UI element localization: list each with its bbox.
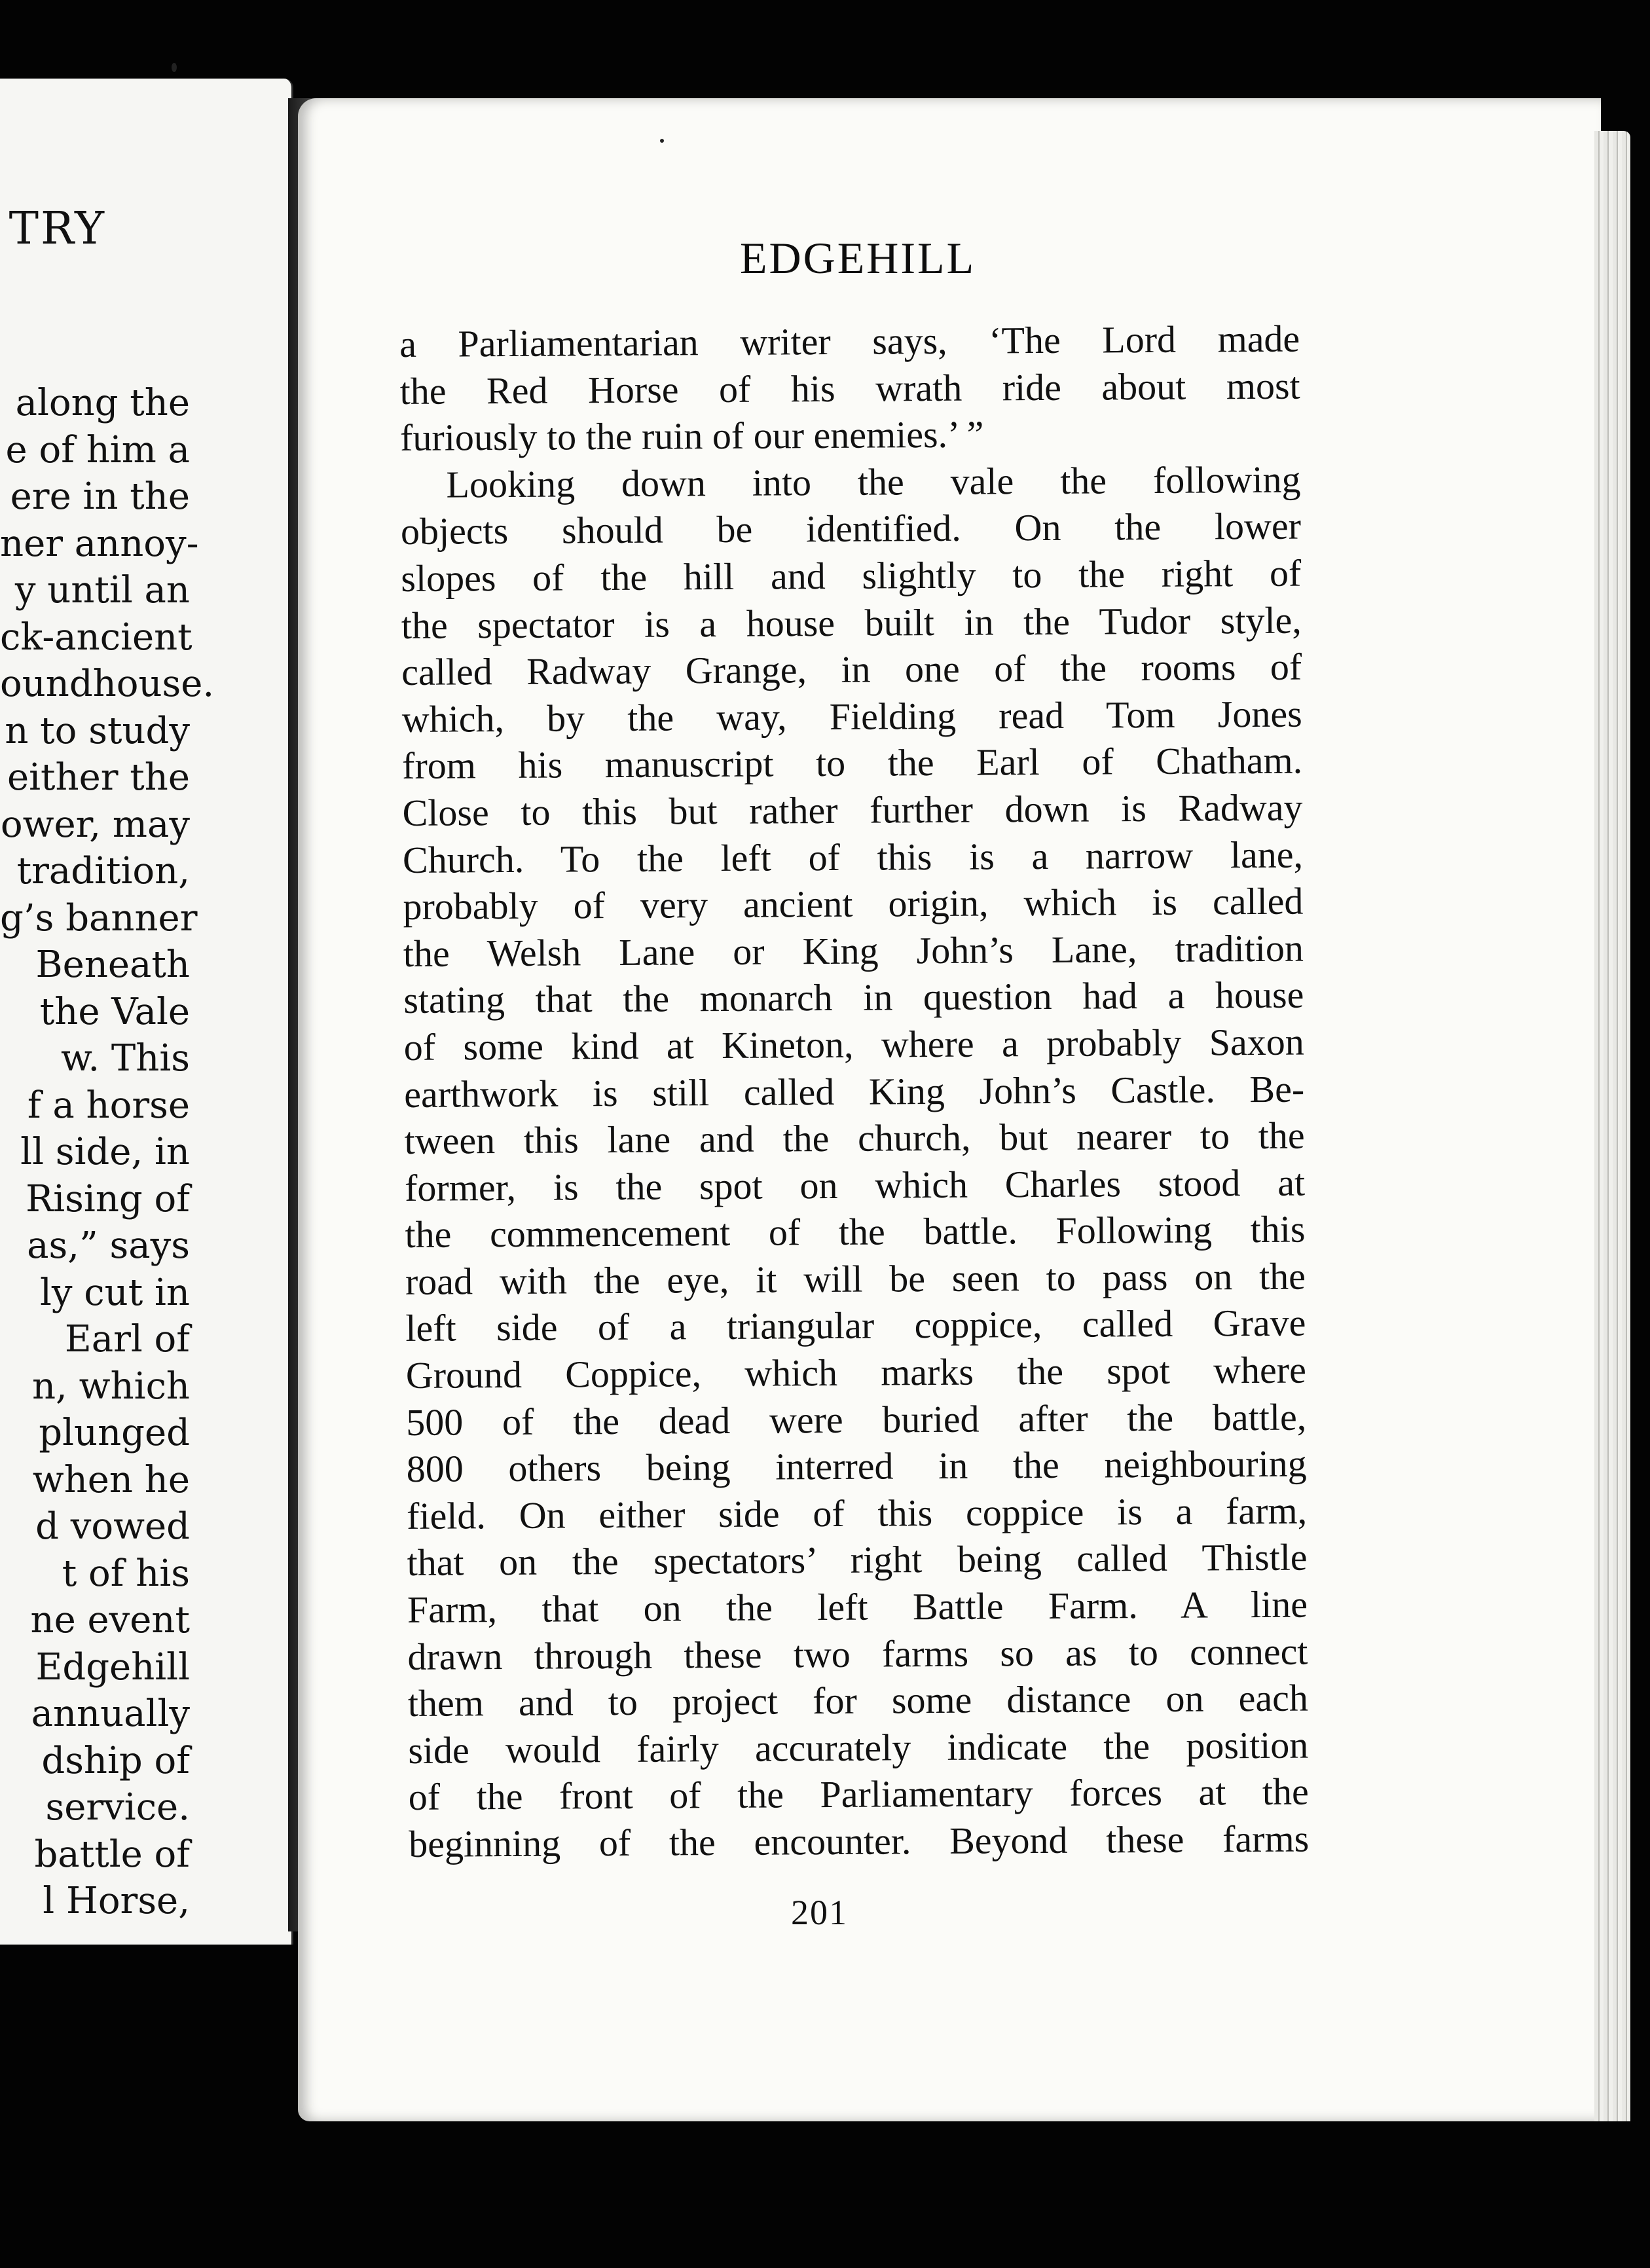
body-text-line: that on the spectators’ right being called Thistle (407, 1536, 1308, 1584)
body-text-line: the Welsh Lane or King John’s Lane, tradition (403, 926, 1304, 975)
body-text-line: drawn through these two farms so as to connect (407, 1630, 1308, 1678)
page-body-text (399, 316, 1309, 1868)
left-text-line: annually (31, 1692, 190, 1735)
left-text-line: plunged (39, 1412, 190, 1454)
body-text-line: left side of a triangular coppice, called Grave (405, 1302, 1306, 1350)
left-text-line: along the (15, 382, 190, 424)
left-text-line: service. (45, 1786, 190, 1829)
body-text-line: tween this lane and the church, but nearer to the (404, 1114, 1305, 1163)
left-text-line: Edgehill (35, 1645, 190, 1689)
body-text-line: called Radway Grange, in one of the rooms of (401, 645, 1302, 694)
body-text-line: earthwork is still called King John’s Castle. Be- (404, 1067, 1305, 1116)
left-text-line: ck-ancient (0, 615, 192, 659)
left-text-line: n to study (5, 709, 190, 752)
left-text-line: Earl of (64, 1318, 190, 1361)
body-text-line: Church. To the left of this is a narrow lane, (402, 833, 1304, 881)
body-text-line: of the front of the Parliamentary forces at the (408, 1770, 1309, 1819)
left-text-line: t of his (62, 1552, 190, 1595)
body-text-line: furiously to the ruin of our enemies.’ ” (399, 412, 984, 460)
left-text-line: when he (32, 1458, 190, 1501)
left-page-text (0, 380, 215, 1925)
left-text-line: ower, may (0, 803, 190, 846)
left-text-line: ly cut in (39, 1271, 190, 1314)
page-number: 201 (791, 1893, 848, 1932)
left-text-line: g’s banner (0, 896, 198, 940)
body-text-line: side would fairly accurately indicate the position (408, 1723, 1309, 1772)
left-text-line: either the (7, 756, 190, 799)
left-text-line: battle of (34, 1833, 190, 1876)
left-text-line: oundhouse. (0, 663, 215, 705)
left-text-line: n, which (31, 1364, 190, 1408)
body-text-line: 500 of the dead were buried after the battle, (406, 1395, 1307, 1444)
left-text-line: y until an (14, 569, 190, 612)
left-text-line: ll side, in (20, 1131, 190, 1173)
body-text-line: the Red Horse of his wrath ride about most (399, 364, 1300, 412)
body-text-line: Ground Coppice, which marks the spot where (405, 1348, 1307, 1397)
page-edges (1594, 131, 1630, 2121)
left-text-line: ner annoy- (0, 522, 199, 565)
dust-speck (660, 139, 664, 143)
body-text-line: former, is the spot on which Charles stood at (404, 1161, 1306, 1209)
body-text-line: slopes of the hill and slightly to the right of (401, 551, 1302, 600)
left-page (0, 79, 293, 1945)
body-text-line: road with the eye, it will be seen to pass on the (405, 1254, 1306, 1303)
left-text-line: ne event (30, 1599, 190, 1641)
body-text-line: the spectator is a house built in the Tudor style, (401, 598, 1302, 647)
left-text-line: ere in the (10, 475, 190, 518)
left-text-line: f a horse (27, 1084, 190, 1127)
body-text-line: field. On either side of this coppice is a farm, (406, 1489, 1308, 1537)
body-text-line: the commencement of the battle. Following this (405, 1207, 1306, 1256)
body-text-line: which, by the way, Fielding read Tom Jones (401, 692, 1302, 741)
left-text-line: w. This (61, 1037, 190, 1080)
left-text-line: l Horse, (43, 1880, 190, 1922)
body-text-line: stating that the monarch in question had a house (403, 973, 1304, 1022)
body-text-line: probably of very ancient origin, which is called (403, 879, 1304, 928)
body-text-line: 800 others being interred in the neighbouring (406, 1442, 1307, 1491)
body-text-line: objects should be identified. On the lower (400, 504, 1302, 553)
body-text-line: Looking down into the vale the following (446, 458, 1301, 506)
body-text-line: a Parliamentarian writer says, ‘The Lord made (399, 317, 1300, 365)
left-text-line: dship of (41, 1739, 190, 1782)
body-text-line: from his manuscript to the Earl of Chatham. (401, 739, 1303, 788)
body-text-line: Farm, that on the left Battle Farm. A line (407, 1582, 1308, 1631)
body-text-line: beginning of the encounter. Beyond these farms (409, 1817, 1310, 1865)
left-text-line: e of him a (5, 428, 190, 471)
left-text-line: tradition, (16, 850, 190, 892)
left-text-line: Rising of (26, 1177, 190, 1220)
body-text-line: of some kind at Kineton, where a probably Saxon (403, 1020, 1304, 1069)
dust-speck (172, 63, 177, 72)
left-text-line: Beneath (35, 943, 190, 986)
page-running-head: EDGEHILL (740, 233, 976, 283)
left-text-line: d vowed (35, 1505, 190, 1548)
body-text-line: them and to project for some distance on each (407, 1676, 1309, 1725)
left-text-line: as,” says (27, 1224, 190, 1267)
left-text-line: the Vale (39, 990, 190, 1033)
left-running-head: TRY (9, 203, 106, 255)
body-text-line: Close to this but rather further down is Radway (402, 786, 1303, 834)
